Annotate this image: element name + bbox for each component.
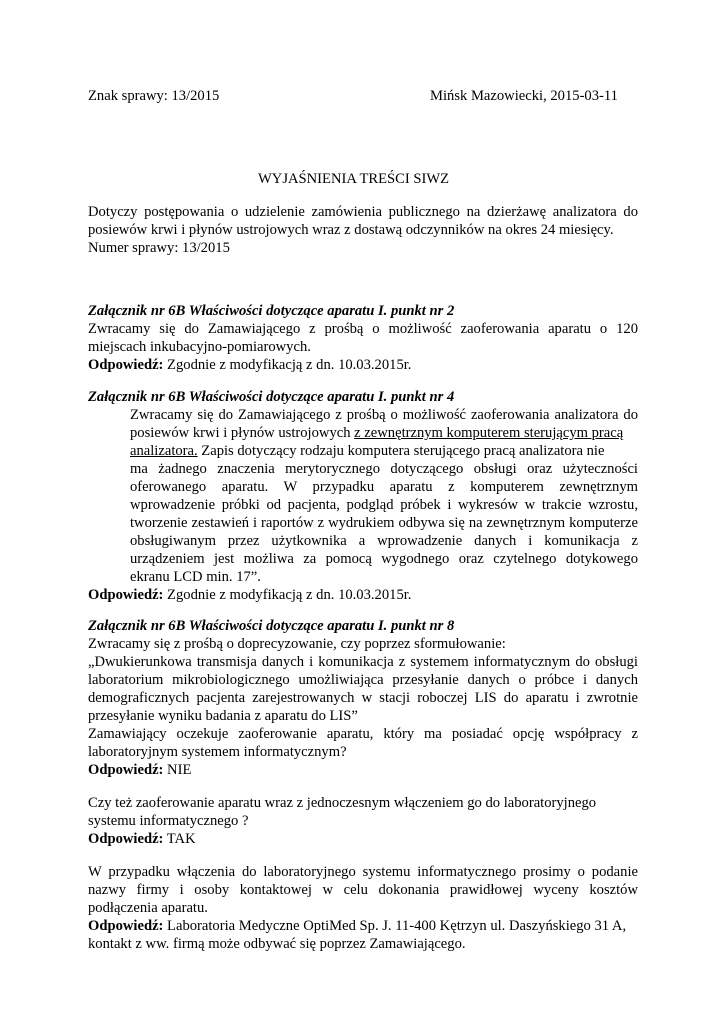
section1-question-line-1: Zwracamy się do Zamawiającego z prośbą o możliwość zaoferowania aparatu o 120 — [88, 321, 638, 337]
place-date: Mińsk Mazowiecki, 2015-03-11 — [430, 88, 618, 104]
section2-heading: Załącznik nr 6B Właściwości dotyczące aparatu I. punkt nr 4 — [88, 389, 455, 405]
section3-answer-3 — [88, 917, 638, 935]
section1-answer — [88, 356, 411, 374]
answer-label: Odpowiedź: — [88, 831, 164, 847]
section2-line-2b: z zewnętrznym komputerem sterującym pracą — [354, 425, 624, 441]
section2-line-6: wprowadzenie próbki od pacjenta, podgląd próbek i wykresów w trakcie wzrostu, — [130, 497, 638, 513]
section3-answer-2 — [88, 830, 196, 848]
section1-heading: Załącznik nr 6B Właściwości dotyczące aparatu I. punkt nr 2 — [88, 303, 455, 319]
section2-line-2a: posiewów krwi i płynów ustrojowych — [130, 425, 355, 441]
section3-line-5: przesyłanie wyniku badania z aparatu do LIS” — [88, 708, 358, 724]
section2-line-4: ma żadnego znaczenia merytorycznego dotyczącego obsługi oraz użyteczności — [130, 461, 638, 477]
section3-question3-line-3: podłączenia aparatu. — [88, 900, 208, 916]
answer-text: Laboratoria Medyczne OptiMed Sp. J. 11-400 Kętrzyn ul. Daszyńskiego 31 A, — [163, 918, 627, 934]
answer-text: TAK — [163, 831, 196, 847]
section2-line-3 — [130, 442, 604, 460]
page-title: WYJAŚNIENIA TREŚCI SIWZ — [258, 171, 450, 187]
answer-text: Zgodnie z modyfikacją z dn. 10.03.2015r. — [163, 357, 412, 373]
section2-line-3b: Zapis dotyczący rodzaju komputera sterującego pracą analizatora nie — [197, 443, 605, 459]
answer-label: Odpowiedź: — [88, 357, 164, 373]
section2-line-7: tworzenie zestawień i raportów z wydrukiem odbywa się na zewnętrznym komputerze — [130, 515, 638, 531]
section2-answer — [88, 586, 411, 604]
section3-line-6: Zamawiający oczekuje zaoferowanie aparatu, który ma posiadać opcję współpracy z — [88, 726, 638, 742]
section2-line-2 — [130, 424, 623, 442]
section3-question3-line-2: nazwy firmy i osoby kontaktowej w celu dokonania prawidłowej wyceny kosztów — [88, 882, 638, 898]
intro-line-3: Numer sprawy: 13/2015 — [88, 240, 230, 256]
answer-label: Odpowiedź: — [88, 762, 164, 778]
section3-line-1: Zwracamy się z prośbą o doprecyzowanie, czy poprzez sformułowanie: — [88, 636, 506, 652]
section3-line-3: laboratorium mikrobiologicznego umożliwiająca przesyłanie danych o próbce i danych — [88, 672, 638, 688]
section2-line-1: Zwracamy się do Zamawiającego z prośbą o możliwość zaoferowania analizatora do — [130, 407, 638, 423]
section1-question-line-2: miejscach inkubacyjno-pomiarowych. — [88, 339, 311, 355]
case-number: Znak sprawy: 13/2015 — [88, 88, 220, 104]
section3-line-4: demograficznych pacjenta zarejestrowanych w stacji roboczej LIS do aparatu i zwrotnie — [88, 690, 638, 706]
section3-question3-line-1: W przypadku włączenia do laboratoryjnego systemu informatycznego prosimy o podanie — [88, 864, 638, 880]
section2-line-8: obsługiwanym przez użytkownika a wprowadzenie danych i komunikacja z — [130, 533, 638, 549]
section3-line-2: „Dwukierunkowa transmisja danych i komunikacja z systemem informatycznym do obsługi — [88, 654, 638, 670]
section3-heading: Załącznik nr 6B Właściwości dotyczące aparatu I. punkt nr 8 — [88, 618, 455, 634]
section2-line-9: urządzeniem jest możliwa za pomocą wygodnego oraz czytelnego dotykowego — [130, 551, 638, 567]
section3-question2-line-2: systemu informatycznego ? — [88, 813, 249, 829]
answer-label: Odpowiedź: — [88, 918, 164, 934]
section3-line-7: laboratoryjnym systemem informatycznym? — [88, 744, 347, 760]
section3-answer-3-line-2: kontakt z ww. firmą może odbywać się poprzez Zamawiającego. — [88, 936, 466, 952]
section2-line-3a: analizatora. — [130, 443, 198, 459]
section3-answer-1 — [88, 761, 191, 779]
answer-text: NIE — [163, 762, 192, 778]
answer-text: Zgodnie z modyfikacją z dn. 10.03.2015r. — [163, 587, 412, 603]
answer-label: Odpowiedź: — [88, 587, 164, 603]
intro-line-1: Dotyczy postępowania o udzielenie zamówienia publicznego na dzierżawę analizatora do — [88, 204, 638, 220]
section2-line-10: ekranu LCD min. 17”. — [130, 569, 261, 585]
section2-line-5: oferowanego aparatu. W przypadku aparatu z komputerem zewnętrznym — [130, 479, 638, 495]
intro-line-2: posiewów krwi i płynów ustrojowych wraz z dostawą odczynników na okres 24 miesięcy. — [88, 222, 614, 238]
section3-question2-line-1: Czy też zaoferowanie aparatu wraz z jednoczesnym włączeniem go do laboratoryjnego — [88, 795, 597, 811]
